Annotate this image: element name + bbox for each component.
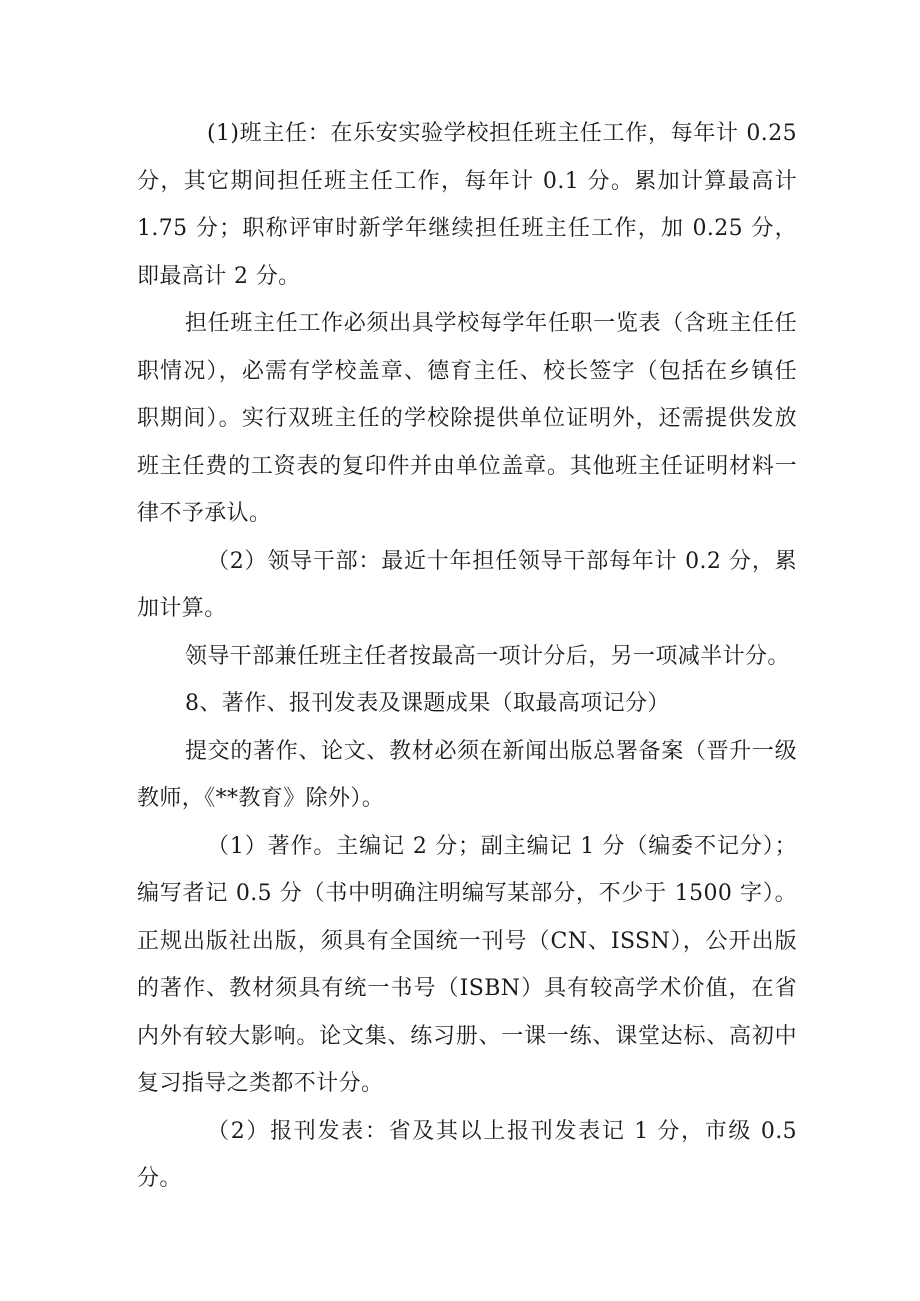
paragraph-publication-requirements: 提交的著作、论文、教材必须在新闻出版总署备案（晋升一级教师，《**教育》除外）。 <box>137 738 797 811</box>
paragraph-books: （1）著作。主编记 2 分；副主编记 1 分（编委不记分）；编写者记 0.5 分（书中明确注明编写某部分，不少于 1500 字）。正规出版社出版，须具有全国统一刊号（CN、ISSN），公开出版的著作、教材须具有统一书号（ISBN）具有较高学术价值，在省内外有较大影响。论文集、练习册、一课一练、课堂达标、高初中复习指导之类都不计分。 <box>137 833 797 1096</box>
paragraph-leadership: （2）领导干部：最近十年担任领导干部每年计 0.2 分，累加计算。 <box>137 548 797 621</box>
paragraph-class-teacher: (1)班主任：在乐安实验学校担任班主任工作，每年计 0.25 分，其它期间担任班主任工作，每年计 0.1 分。累加计算最高计 1.75 分；职称评审时新学年继续担任班主任工作，加 0.25 分，即最高计 2 分。 <box>137 121 797 289</box>
paragraph-leadership-note: 领导干部兼任班主任者按最高一项计分后，另一项减半计分。 <box>185 643 790 669</box>
paragraph-class-teacher-requirements: 担任班主任工作必须出具学校每学年任职一览表（含班主任任职情况），必需有学校盖章、德育主任、校长签字（包括在乡镇任职期间）。实行双班主任的学校除提供单位证明外，还需提供发放班主任费的工资表的复印件并由单位盖章。其他班主任证明材料一律不予承认。 <box>137 311 797 526</box>
section-heading-publications: 8、著作、报刊发表及课题成果（取最高项记分） <box>185 691 670 716</box>
paragraph-journal-publications: （2）报刊发表：省及其以上报刊发表记 1 分，市级 0.5 分。 <box>137 1118 797 1191</box>
document-body <box>137 110 797 1203</box>
